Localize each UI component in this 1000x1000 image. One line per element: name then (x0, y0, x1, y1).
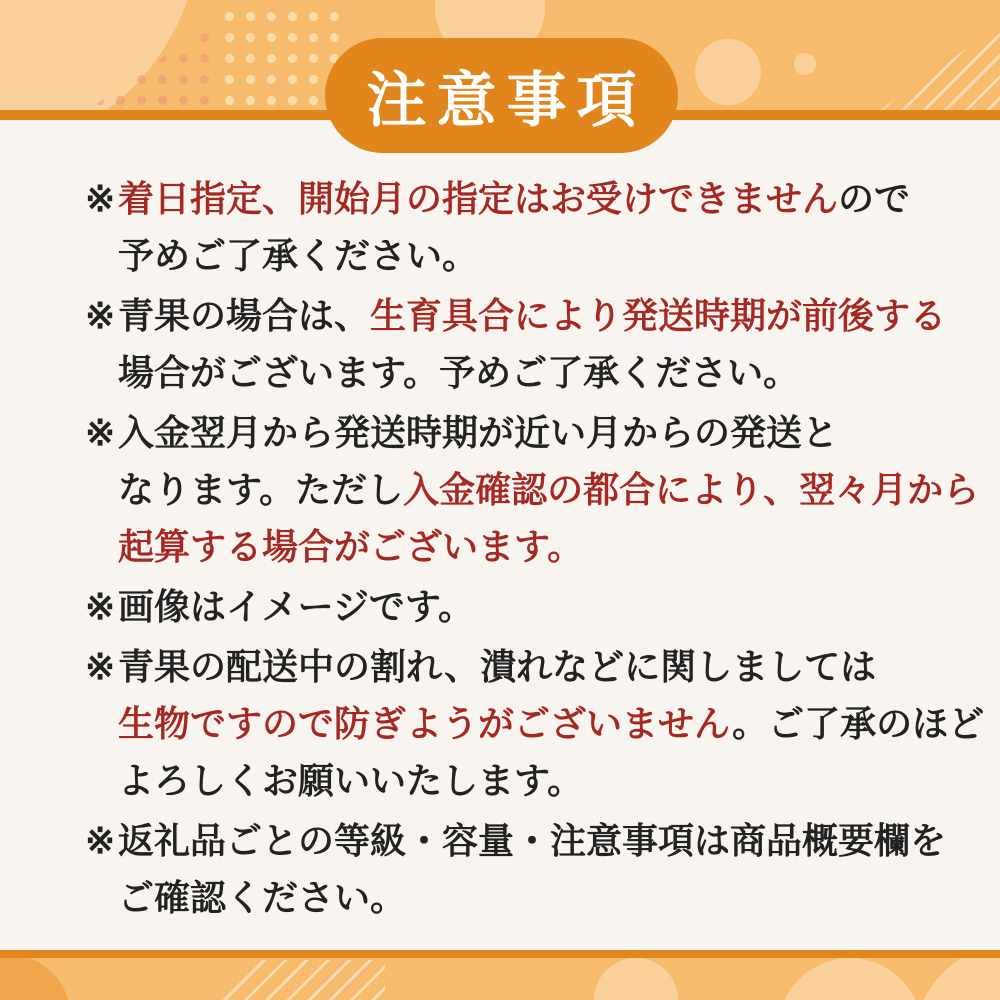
note-line (118, 638, 985, 695)
note-line (118, 578, 985, 635)
note-line (118, 404, 985, 461)
note-item (85, 404, 985, 575)
note-text-segment: よろしくお願いいたします。 (118, 760, 584, 801)
note-item (85, 578, 985, 635)
note-line (118, 227, 985, 284)
note-marker: ※ (85, 586, 116, 627)
note-text-segment: 入金翌月から発送時期が近い月からの発送と (118, 412, 839, 453)
notes-list (85, 170, 985, 929)
note-line (118, 752, 985, 809)
note-marker: ※ (85, 646, 116, 687)
note-item (85, 812, 985, 926)
note-line (118, 461, 985, 518)
note-item (85, 170, 985, 284)
note-line (118, 170, 985, 227)
note-item (85, 638, 985, 809)
note-text-segment: 生物ですので防ぎようがございません (118, 703, 733, 744)
note-line (118, 812, 985, 869)
circle-decoration (915, 958, 1000, 1000)
note-marker: ※ (85, 295, 116, 336)
note-line (118, 518, 985, 575)
circle-decoration (778, 958, 922, 1000)
title-banner (325, 38, 678, 153)
circle-decoration (695, 39, 761, 105)
note-line (118, 695, 985, 752)
dots-pattern (215, 0, 340, 110)
note-text-segment: 起算する場合がございます。 (118, 526, 584, 567)
stripes-pattern (220, 960, 385, 1000)
page-title: 注意事項 (366, 66, 647, 134)
note-line (118, 287, 985, 344)
bottom-divider-line (0, 950, 1000, 958)
note-text-segment: ご確認ください。 (118, 877, 407, 918)
note-item (85, 287, 985, 401)
note-text-segment: 予めご了承ください。 (118, 235, 479, 276)
circle-decoration (794, 53, 816, 75)
circle-decoration (594, 958, 678, 1000)
note-marker: ※ (85, 178, 116, 219)
note-text-segment: なります。ただし (118, 469, 404, 510)
note-text-segment: 返礼品ごとの等級・容量・注意事項は商品概要欄を (118, 820, 947, 861)
stripes-pattern (880, 25, 1000, 110)
note-text-segment: 入金確認の都合により、翌々月から (403, 469, 980, 510)
note-marker: ※ (85, 820, 116, 861)
note-text-segment: 青果の場合は、 (118, 295, 371, 336)
note-text-segment: ので (838, 178, 911, 219)
note-line (118, 344, 985, 401)
note-marker: ※ (85, 412, 116, 453)
circle-decoration (0, 958, 70, 1000)
note-text-segment: 画像はイメージです。 (118, 586, 475, 627)
bottom-decorative-band (0, 958, 1000, 1000)
note-text-segment: 場合がございます。予めご了承ください。 (118, 352, 800, 393)
note-text-segment: 着日指定、開始月の指定はお受けできません (118, 178, 839, 219)
note-text-segment: 。ご了承のほど (732, 703, 985, 744)
note-line (118, 869, 985, 926)
note-text-segment: 生育具合により発送時期が前後する (370, 295, 947, 336)
note-text-segment: 青果の配送中の割れ、潰れなどに関しましては (118, 646, 877, 687)
